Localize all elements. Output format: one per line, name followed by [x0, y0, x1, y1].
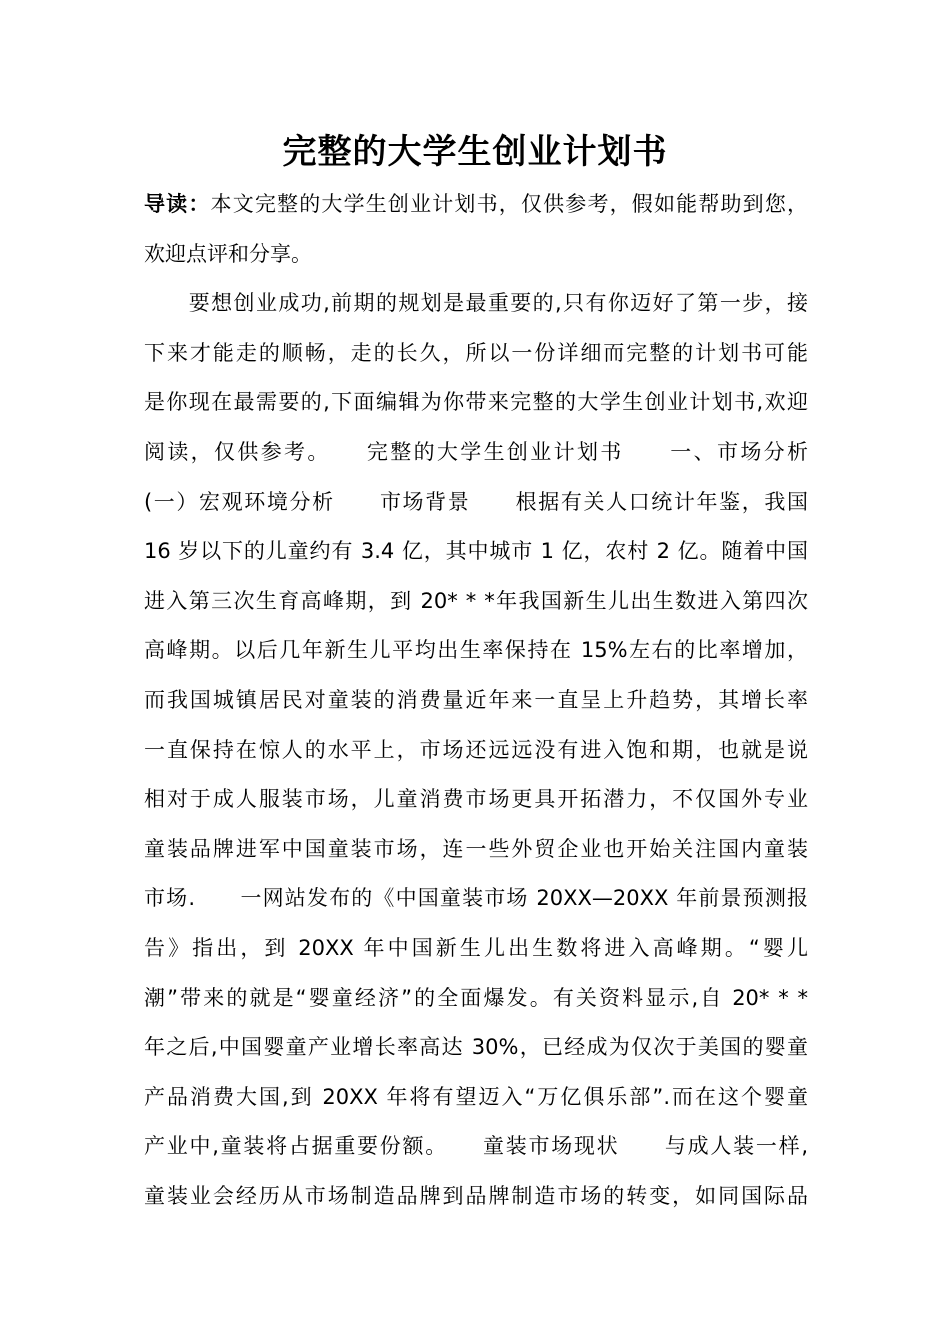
lead-label: 导读：	[144, 192, 211, 216]
body-line: 要想创业成功,前期的规划是最重要的,只有你迈好了第一步，接	[144, 291, 808, 316]
body-line: 告》指出，到 20XX 年中国新生儿出生数将进入高峰期。“婴儿	[144, 935, 808, 960]
body-line: 童装品牌进军中国童装市场，连一些外贸企业也开始关注国内童装	[144, 836, 808, 861]
body-line: 是你现在最需要的,下面编辑为你带来完整的大学生创业计划书,欢迎	[144, 390, 808, 415]
body-line: 高峰期。以后几年新生儿平均出生率保持在 15%左右的比率增加，	[144, 638, 808, 663]
lead-text: 本文完整的大学生创业计划书，仅供参考，假如能帮助到您，	[210, 192, 808, 216]
body-line: 进入第三次生育高峰期，到 20* * *年我国新生儿出生数进入第四次	[144, 588, 808, 613]
body-line: 阅读，仅供参考。 完整的大学生创业计划书 一、市场分析	[144, 439, 808, 464]
body-line: 童装业会经历从市场制造品牌到品牌制造市场的转变，如同国际品	[144, 1183, 808, 1208]
body-line: 市场. 一网站发布的《中国童装市场 20XX—20XX 年前景预测报	[144, 886, 808, 911]
body-line: 一直保持在惊人的水平上，市场还远远没有进入饱和期，也就是说	[144, 737, 808, 762]
body-line: 16 岁以下的儿童约有 3.4 亿，其中城市 1 亿，农村 2 亿。随着中国	[144, 539, 808, 564]
body-line: (一）宏观环境分析 市场背景 根据有关人口统计年鉴，我国	[144, 489, 808, 514]
document-body	[144, 180, 808, 1221]
body-line: 相对于成人服装市场，儿童消费市场更具开拓潜力，不仅国外专业	[144, 787, 808, 812]
body-line: 欢迎点评和分享。	[144, 241, 312, 266]
body-line: 而我国城镇居民对童装的消费量近年来一直呈上升趋势，其增长率	[144, 687, 808, 712]
body-line: 潮”带来的就是“婴童经济”的全面爆发。有关资料显示,自 20* * *	[144, 985, 808, 1010]
body-line: 产品消费大国,到 20XX 年将有望迈入“万亿俱乐部”.而在这个婴童	[144, 1084, 808, 1109]
document-title: 完整的大学生创业计划书	[282, 132, 668, 172]
body-line: 年之后,中国婴童产业增长率高达 30%，已经成为仅次于美国的婴童	[144, 1035, 808, 1060]
body-line: 下来才能走的顺畅，走的长久，所以一份详细而完整的计划书可能	[144, 340, 808, 365]
body-line: 产业中,童装将占据重要份额。 童装市场现状 与成人装一样,	[144, 1134, 808, 1159]
body-line	[144, 180, 808, 230]
